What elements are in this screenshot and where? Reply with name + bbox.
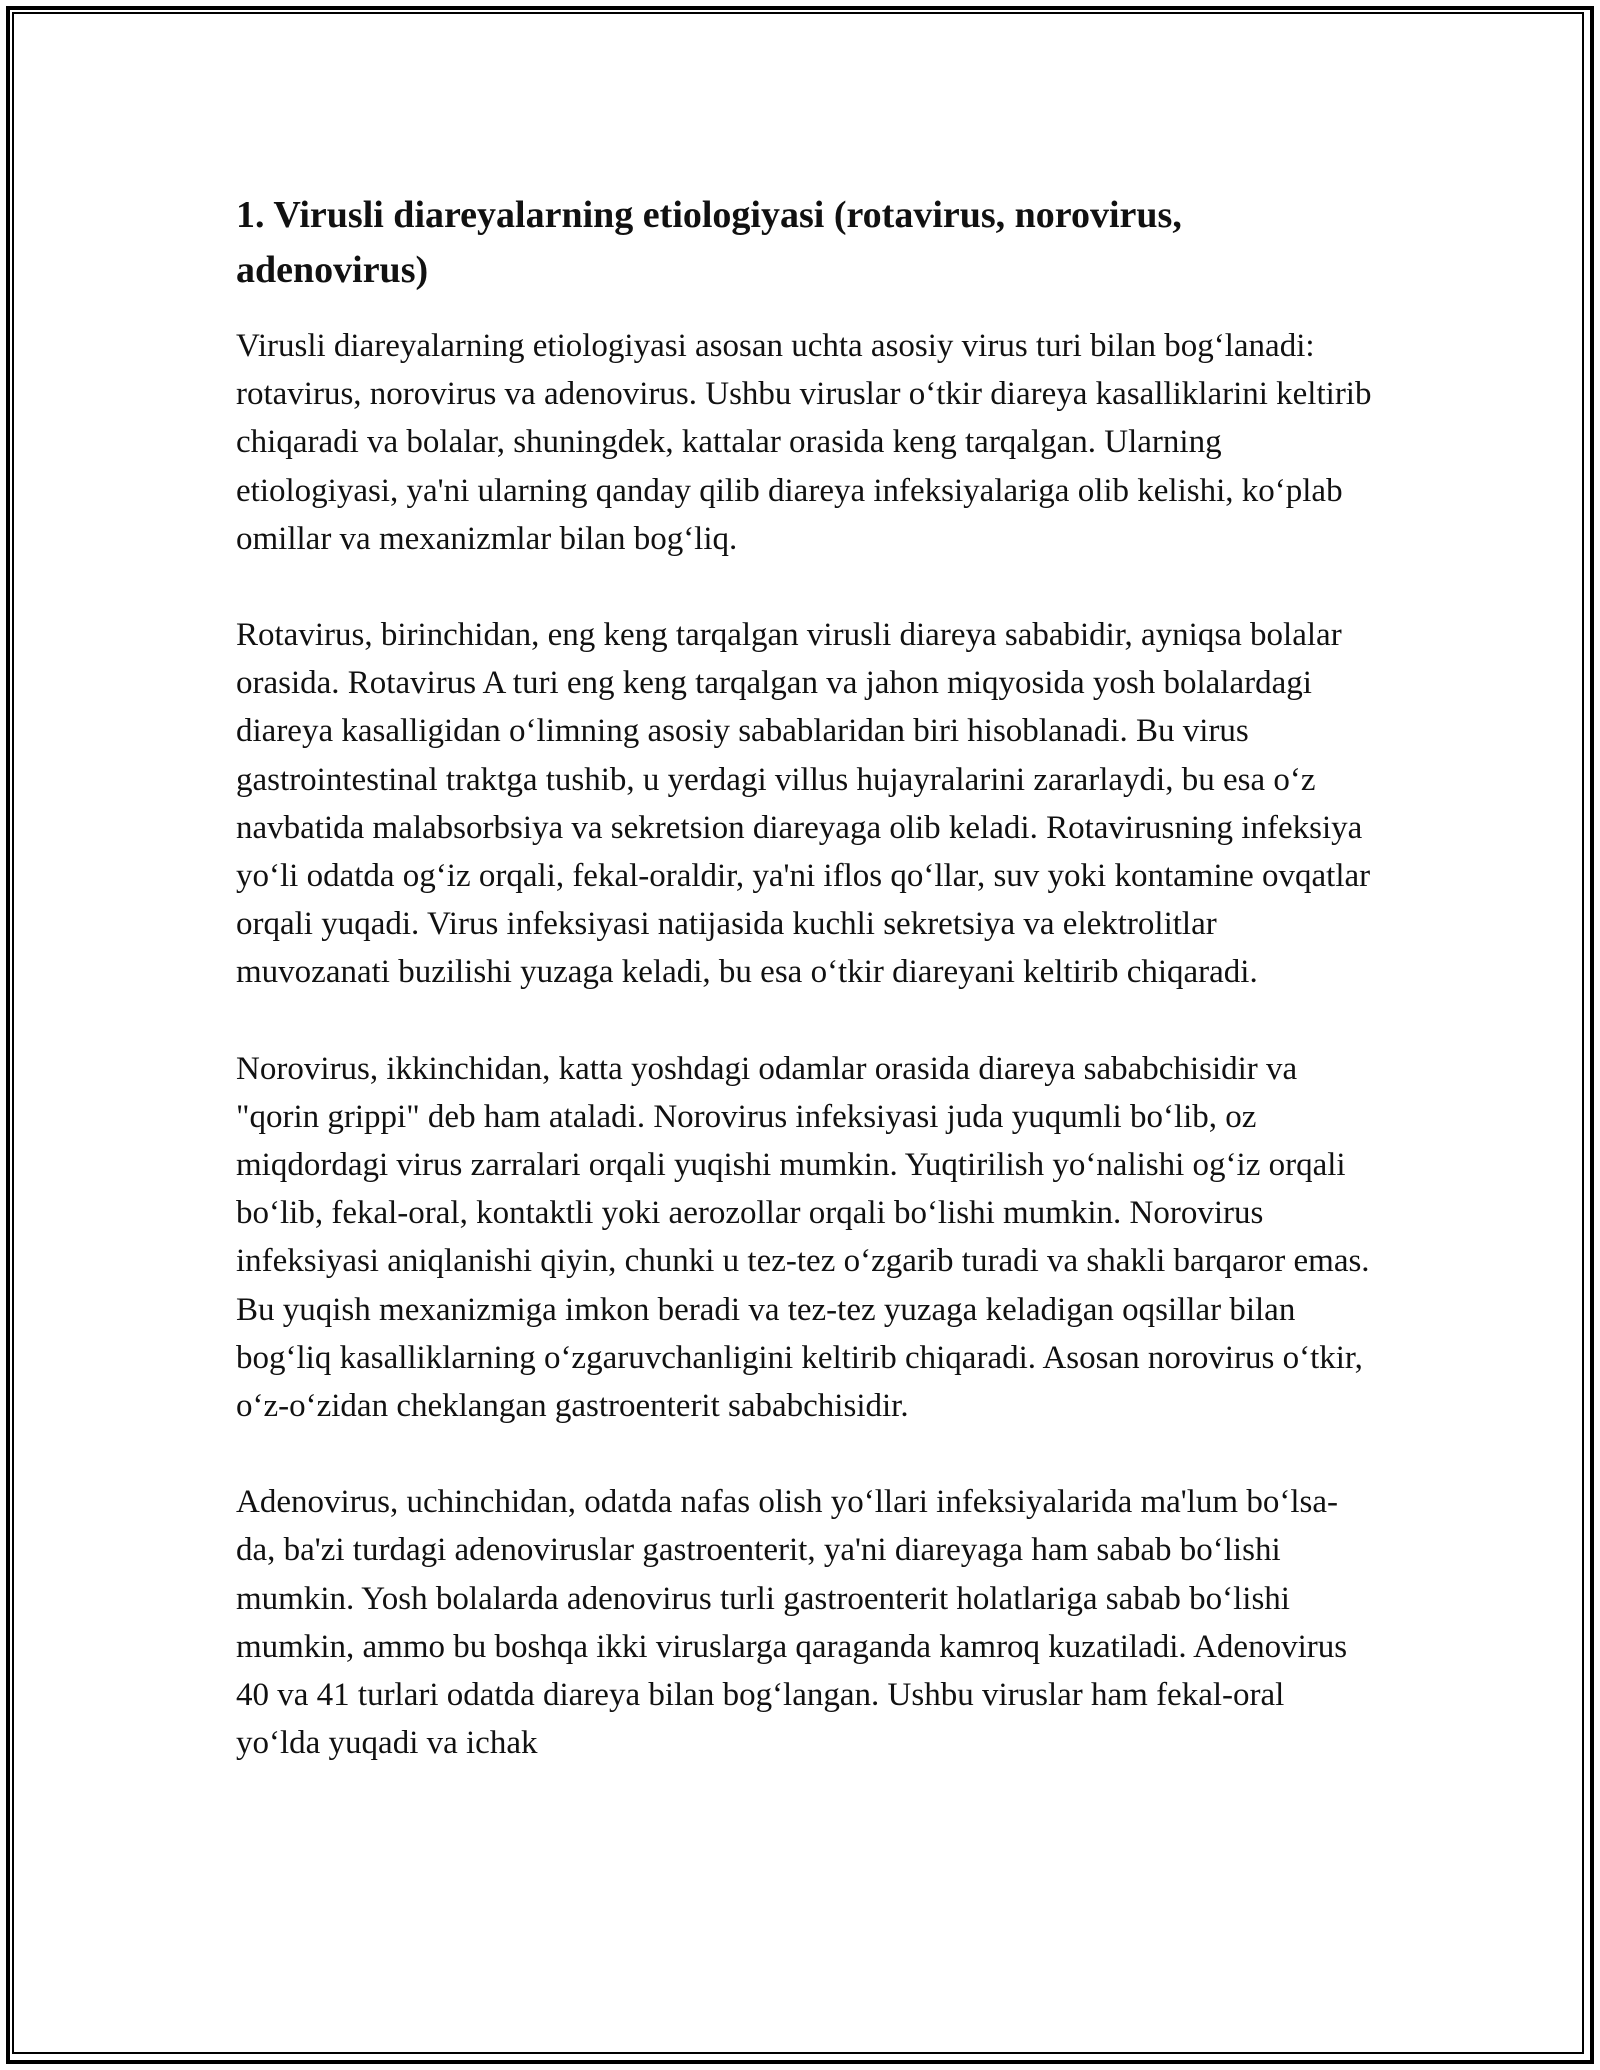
paragraph-adenovirus: Adenovirus, uchinchidan, odatda nafas olish yo‘llari infeksiyalarida ma'lum bo‘lsa-da, ba'zi turdagi adenoviruslar gastroenterit, ya'ni diareyaga ham sabab bo‘lishi mumkin. Yosh bolalarda adenovirus turli gastroenterit holatlariga sabab bo‘lishi mumkin, ammo bu boshqa ikki viruslarga qaraganda kamroq kuzatiladi. Adenovirus 40 va 41 turlari odatda diareya bilan bog‘langan. Ushbu viruslar ham fekal-oral yo‘lda yuqadi va ichak bbox=[236, 1484, 1348, 1762]
paragraph-rotavirus: Rotavirus, birinchidan, eng keng tarqalgan virusli diareya sababidir, ayniqsa bolalar orasida. Rotavirus A turi eng keng tarqalgan va jahon miqyosida yosh bolalardagi diareya kasalligidan o‘limning asosiy sabablaridan biri hisoblanadi. Bu virus gastrointestinal traktga tushib, u yerdagi villus hujayralarini zararlaydi, bu esa o‘z navbatida malabsorbsiya va sekretsion diareyaga olib keladi. Rotavirusning infeksiya yo‘li odatda og‘iz orqali, fekal-oraldir, ya'ni iflos qo‘llar, suv yoki kontamine ovqatlar orqali yuqadi. Virus infeksiyasi natijasida kuchli sekretsiya va elektrolitlar muvozanati buzilishi yuzaga keladi, bu esa o‘tkir diareyani keltirib chiqaradi. bbox=[236, 617, 1371, 991]
paragraph-intro: Virusli diareyalarning etiologiyasi asosan uchta asosiy virus turi bilan bog‘lanadi: rotavirus, norovirus va adenovirus. Ushbu viruslar o‘tkir diareya kasalliklarini keltirib chiqaradi va bolalar, shuningdek, kattalar orasida keng tarqalgan. Ularning etiologiyasi, ya'ni ularning qanday qilib diareya infeksiyalariga olib kelishi, ko‘plab omillar va mexanizmlar bilan bog‘liq. bbox=[236, 328, 1372, 557]
section-heading: 1. Virusli diareyalarning etiologiyasi (rotavirus, norovirus, adenovirus) bbox=[236, 194, 1182, 291]
paragraph-norovirus: Norovirus, ikkinchidan, katta yoshdagi odamlar orasida diareya sababchisidir va "qorin grippi" deb ham ataladi. Norovirus infeksiyasi juda yuqumli bo‘lib, oz miqdordagi virus zarralari orqali yuqishi mumkin. Yuqtirilish yo‘nalishi og‘iz orqali bo‘lib, fekal-oral, kontaktli yoki aerozollar orqali bo‘lishi mumkin. Norovirus infeksiyasi aniqlanishi qiyin, chunki u tez-tez o‘zgarib turadi va shakli barqaror emas. Bu yuqish mexanizmiga imkon beradi va tez-tez yuzaga keladigan oqsillar bilan bog‘liq kasalliklarning o‘zgaruvchanligini keltirib chiqaradi. Asosan norovirus o‘tkir, o‘z-o‘zidan cheklangan gastroenterit sababchisidir. bbox=[236, 1050, 1370, 1425]
document-body bbox=[236, 188, 1376, 1767]
